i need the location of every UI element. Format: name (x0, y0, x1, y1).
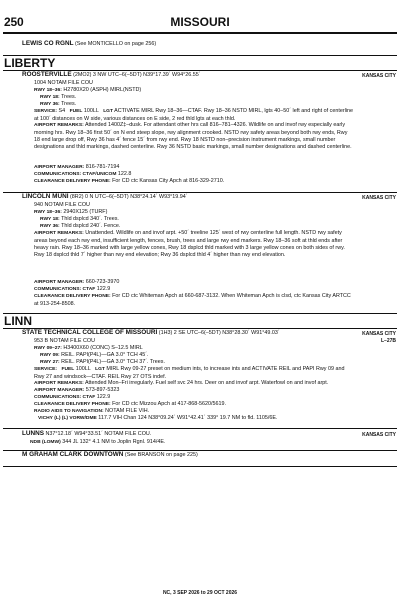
lincoln-manager: AIRPORT MANAGER: 660-723-3970 (34, 279, 120, 285)
roosterville-manager: AIRPORT MANAGER: 816-781-7194 (34, 164, 120, 170)
state-tech-line2: 953 B NOTAM FILE COU (34, 338, 96, 344)
lunns-ndb: NDB (LOMW) 344 JL 132° 4.1 NM to Joplin Rgnl. 914/4E. (30, 439, 166, 445)
state-tech-radio-aids: RADIO AIDS TO NAVIGATION: NOTAM FILE VIH. (34, 408, 150, 414)
lincoln-rwy36: RWY 36: Thld dsplcd 240´. Fence. (40, 223, 121, 229)
state-tech-header (22, 330, 280, 337)
lincoln-line1: (8R2) 0 N UTC–6(–5DT) N38°24.14´ W93°19.94´ (70, 194, 188, 200)
state-tech-rwy: RWY 09–27: H3400X60 (CONC) S–12.5 MIRL (34, 345, 143, 351)
roosterville-comm: COMMUNICATIONS: CTAF/UNICOM 122.8 (34, 171, 132, 177)
roosterville-line2: 1004 NOTAM FILE COU (34, 80, 93, 86)
state-tech-center: KANSAS CITY (362, 331, 396, 337)
lincoln-center: KANSAS CITY (362, 195, 396, 201)
roosterville-line1: (2MO2) 3 NW UTC–6(–5DT) N39°17.39´ W94°26.55´ (73, 72, 201, 78)
lewis-co-ref: (See MONTICELLO on page 256) (74, 41, 157, 47)
lewis-co-entry (22, 41, 156, 48)
airport-name-state-tech: STATE TECHNICAL COLLEGE OF MISSOURI (22, 329, 158, 336)
m-graham-entry (22, 452, 198, 459)
fix-name-lunns: LUNNS (22, 430, 45, 437)
lincoln-clearance: CLEARANCE DELIVERY PHONE: For CD ctc Whiteman Apch at 660-687-3132. When Whiteman Apch is clsd, ctc Kansas City ARTCC at 913-254-8508. (34, 293, 351, 307)
airport-name-roosterville: ROOSTERVILLE (22, 71, 72, 78)
page-header (0, 0, 400, 40)
roosterville-service: SERVICE: S4 FUEL 100LL LGT ACTIVATE MIRL Rwy 18–36—CTAF. Rwy 18–36 NSTD MIRL, lgts 40–50´ left and right of centerline at 100´ distances on W side, various distances on E side, 2 red thld lgts at each thld. (34, 108, 354, 122)
state-tech-vichy: VICHY (L) (L) VORW/DME 117.7 VIH Chan 124 N38°09.24´ W91°42.41´ 339° 19.7 NM to fld. 1105/6E. (38, 415, 278, 421)
lincoln-remarks: AIRPORT REMARKS: Unattended. Wildlife on and invof arpt. +50´ treeline 125´ west of rwy centerline full length. NSTD rwy safety areas beyond each rwy end, insufficient length, fences, brush, trees and large rwy end markers. Rwy 18–36 soft at thld ends after heavy rain. Rwy 18–36 marked with large yellow cones, Rwy 18 dsplcd thld marked with 3 large yellow cones on both sides of rwy. Rwy 18 dsplcd thld 7´ higher than rwy end elevation; Rwy 36 dsplcd thld 4´ higher than rwy end elevation. (34, 230, 345, 258)
airport-name-lincoln: LINCOLN MUNI (22, 193, 69, 200)
roosterville-rwy: RWY 18–36: H2780X20 (ASPH) MIRL(NSTD) (34, 87, 142, 93)
roosterville-remarks: AIRPORT REMARKS: Attended 1400Z‡–dusk. For attendant other hrs call 816–781–4326. Wildlife on and invof rwy especially early morning hrs. Rwy 18–36 first 50´ on N end steep slope, rwy alignment crooked. NSTD rwy safety areas beyond both rwy ends, Rwy 18 end large drop off, Rwy 36 has 4´ fence 15´ from rwy end. Rwy 18 NSTD non–precision instrument markings, small number designations and thld markings, dashed centerline. Rwy 36 NSTD basic markings, small number designations and dashed centerline. (34, 122, 352, 150)
roosterville-header (22, 72, 201, 79)
state-tech-remarks: AIRPORT REMARKS: Attended Mon–Fri irregularly. Fuel self svc 24 hrs. Deer on and invof arpt. Waterfowl on and invof arpt. (34, 380, 329, 386)
roosterville-clearance: CLEARANCE DELIVERY PHONE: For CD ctc Kansas City Apch at 816-329-2710. (34, 178, 225, 184)
lunns-center: KANSAS CITY (362, 432, 396, 438)
lincoln-header (22, 194, 188, 201)
lincoln-comm: COMMUNICATIONS: CTAF 122.9 (34, 286, 111, 292)
state-tech-clearance: CLEARANCE DELIVERY PHONE: For CD ctc Mizzou Apch at 417-868-5620/5619. (34, 401, 227, 407)
roosterville-center: KANSAS CITY (362, 73, 396, 79)
lincoln-rwy: RWY 18–36: 2940X125 (TURF) (34, 209, 108, 215)
roosterville-rwy36: RWY 36: Trees. (40, 101, 77, 107)
lunns-line1: N37°12.18´ W94°33.51´ NOTAM FILE COU. (45, 431, 152, 437)
header-rule (3, 32, 397, 34)
state-tech-chart: L–27B (380, 338, 396, 344)
divider (3, 428, 397, 429)
lunns-header (22, 431, 151, 438)
lincoln-rwy18: RWY 18: Thld dsplcd 340´. Trees. (40, 216, 119, 222)
page-number: 250 (4, 15, 24, 29)
airport-name-lewis-co: LEWIS CO RGNL (22, 40, 74, 47)
divider (3, 55, 397, 56)
lincoln-line2: 940 NOTAM FILE COU (34, 202, 90, 208)
state-tech-line1: (1H3) 2 SE UTC–6(–5DT) N38°28.30´ W91°49.03´ (158, 330, 280, 336)
divider (3, 313, 397, 314)
divider (3, 466, 397, 467)
city-liberty: LIBERTY (4, 56, 56, 70)
state-title: MISSOURI (170, 15, 230, 29)
state-tech-rwy27: RWY 27: REIL. PAPI(P4L)—GA 3.0° TCH 37´. Trees. (40, 359, 165, 365)
m-graham-ref: (See BRANSON on page 225) (124, 452, 198, 458)
roosterville-rwy18: RWY 18: Trees. (40, 94, 77, 100)
state-tech-service: SERVICE: FUEL 100LL LGT MIRL Rwy 09-27 preset on medium ints, to increase ints and ACTIVATE REIL and PAPI Rwy 09 and Rwy 27 and windsock—CTAF. REIL Rwy 27 OTS indef. (34, 366, 345, 380)
effective-dates-footer: NC, 3 SEP 2026 to 29 OCT 2026 (162, 590, 238, 596)
city-linn: LINN (4, 314, 32, 328)
state-tech-comm: COMMUNICATIONS: CTAF 122.9 (34, 394, 111, 400)
airport-name-m-graham: M GRAHAM CLARK DOWNTOWN (22, 451, 124, 458)
state-tech-rwy09: RWY 09: REIL. PAPI(P4L)—GA 3.0° TCH 45´. (40, 352, 149, 358)
state-tech-manager: AIRPORT MANAGER: 573-897-5323 (34, 387, 120, 393)
